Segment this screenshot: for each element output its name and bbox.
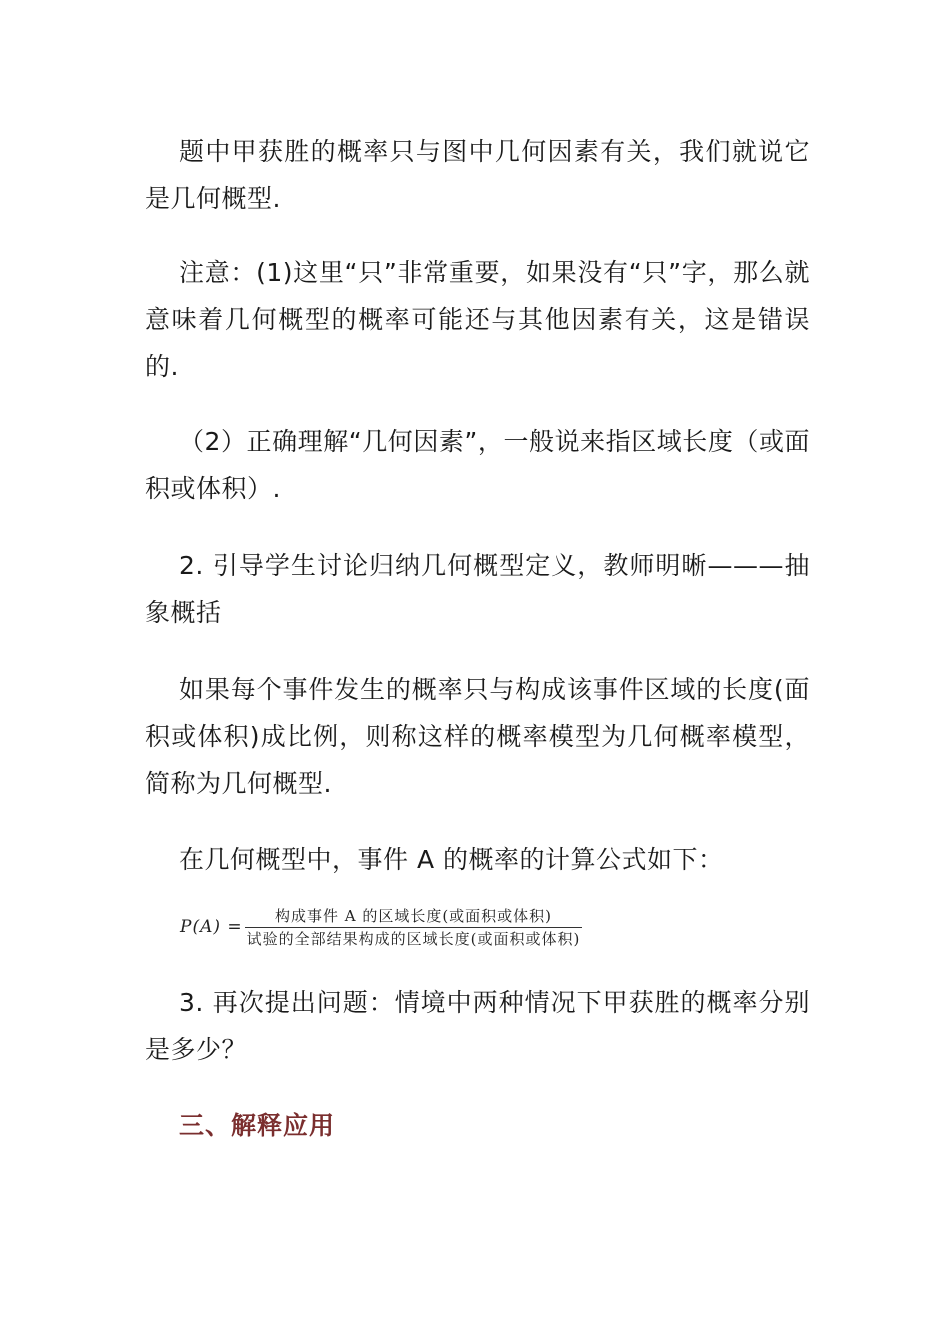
section-heading: 三、解释应用 bbox=[179, 1111, 336, 1140]
paragraph-step-2: 2. 引导学生讨论归纳几何概型定义，教师明晰———抽象概括 bbox=[145, 551, 810, 627]
paragraph-formula-intro: 在几何概型中，事件 A 的概率的计算公式如下： bbox=[179, 845, 724, 874]
paragraph-definition-intro: 题中甲获胜的概率只与图中几何因素有关，我们就说它是几何概型. bbox=[145, 137, 810, 213]
paragraph-definition: 如果每个事件发生的概率只与构成该事件区域的长度(面积或体积)成比例，则称这样的概率模型为几何概率模型，简称为几何概型. bbox=[145, 675, 810, 798]
probability-formula bbox=[180, 902, 582, 952]
formula-lhs: P(A) = bbox=[180, 917, 243, 937]
formula-numerator: 构成事件 A 的区域长度(或面积或体积) bbox=[274, 906, 553, 925]
formula-denominator: 试验的全部结果构成的区域长度(或面积或体积) bbox=[246, 929, 581, 948]
paragraph-note-2: （2）正确理解“几何因素”，一般说来指区域长度（或面积或体积）. bbox=[145, 427, 810, 503]
paragraph-step-3: 3. 再次提出问题：情境中两种情况下甲获胜的概率分别是多少？ bbox=[145, 988, 810, 1064]
formula-fraction bbox=[245, 906, 583, 949]
fraction-bar bbox=[245, 927, 583, 928]
paragraph-note-1: 注意：(1)这里“只”非常重要，如果没有“只”字，那么就意味着几何概型的概率可能还与其他因素有关，这是错误的. bbox=[145, 258, 810, 381]
